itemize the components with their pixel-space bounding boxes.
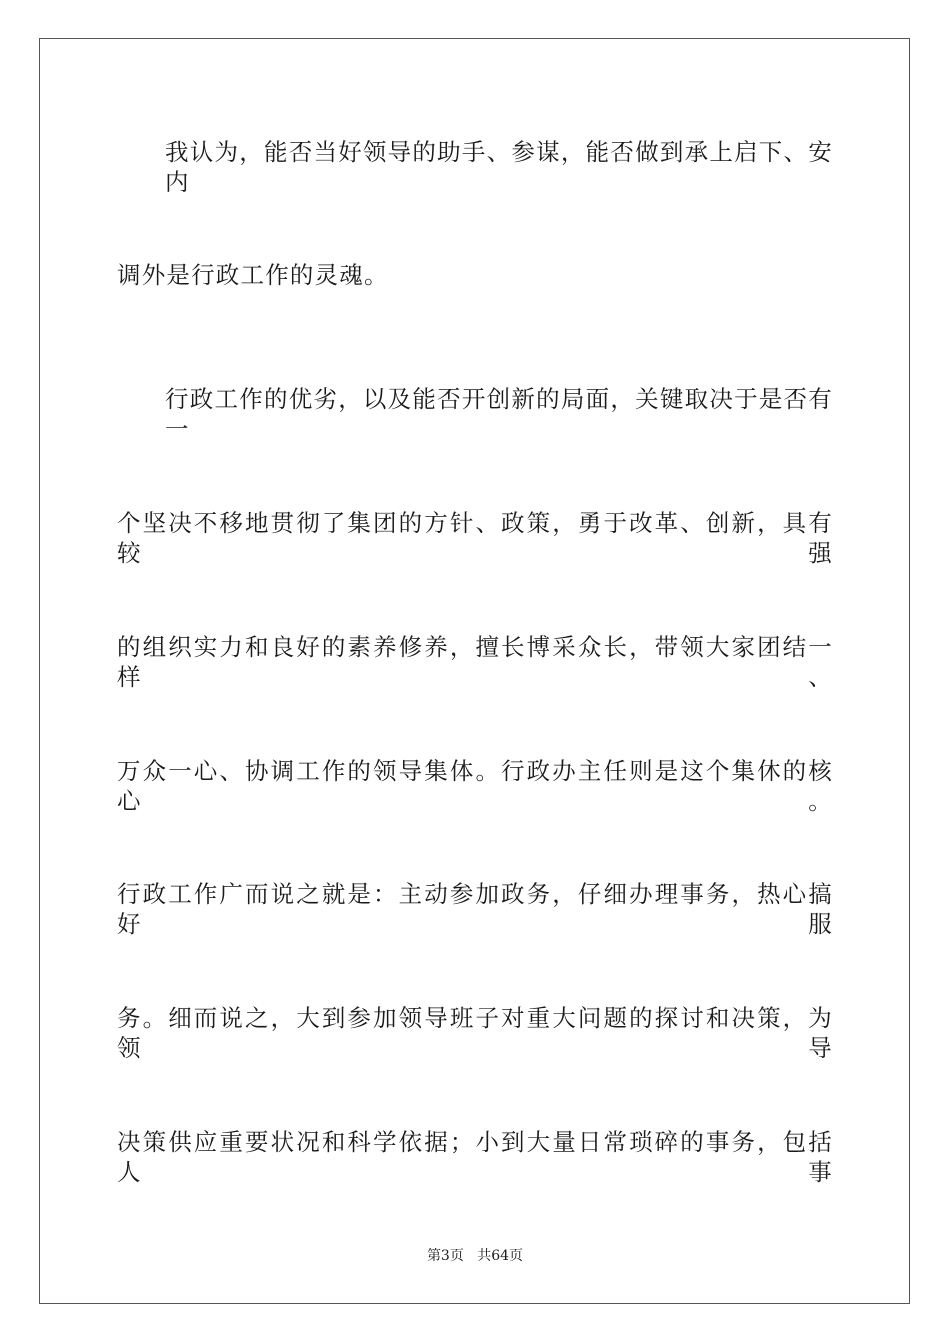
paragraph-2-line-3: 的组织实力和良好的素养修养，擅长博采众长，带领大家团结一样、 (117, 633, 833, 691)
paragraph-2-line-7: 决策供应重要状况和科学依据；小到大量日常琐碎的事务，包括人事 (117, 1128, 833, 1186)
page-footer (0, 1247, 950, 1265)
paragraph-2-line-2: 个坚决不移地贯彻了集团的方针、政策，勇于改革、创新，具有较强 (117, 509, 833, 567)
paragraph-2-line-5: 行政工作广而说之就是：主动参加政务，仔细办理事务，热心搞好服 (117, 880, 833, 938)
paragraph-1-line-1: 我认为，能否当好领导的助手、参谋，能否做到承上启下、安内 (165, 138, 833, 196)
paragraph-1-line-2: 调外是行政工作的灵魂。 (117, 261, 389, 289)
paragraph-2-line-1: 行政工作的优劣，以及能否开创新的局面，关键取决于是否有一 (165, 385, 833, 443)
page-number: 第3页 (426, 1248, 464, 1264)
paragraph-2-line-4: 万众一心、协调工作的领导集体。行政办主任则是这个集休的核心。 (117, 757, 833, 815)
page-total: 共64页 (477, 1248, 524, 1264)
paragraph-2-line-6: 务。细而说之，大到参加领导班子对重大问题的探讨和决策，为领导 (117, 1004, 833, 1062)
